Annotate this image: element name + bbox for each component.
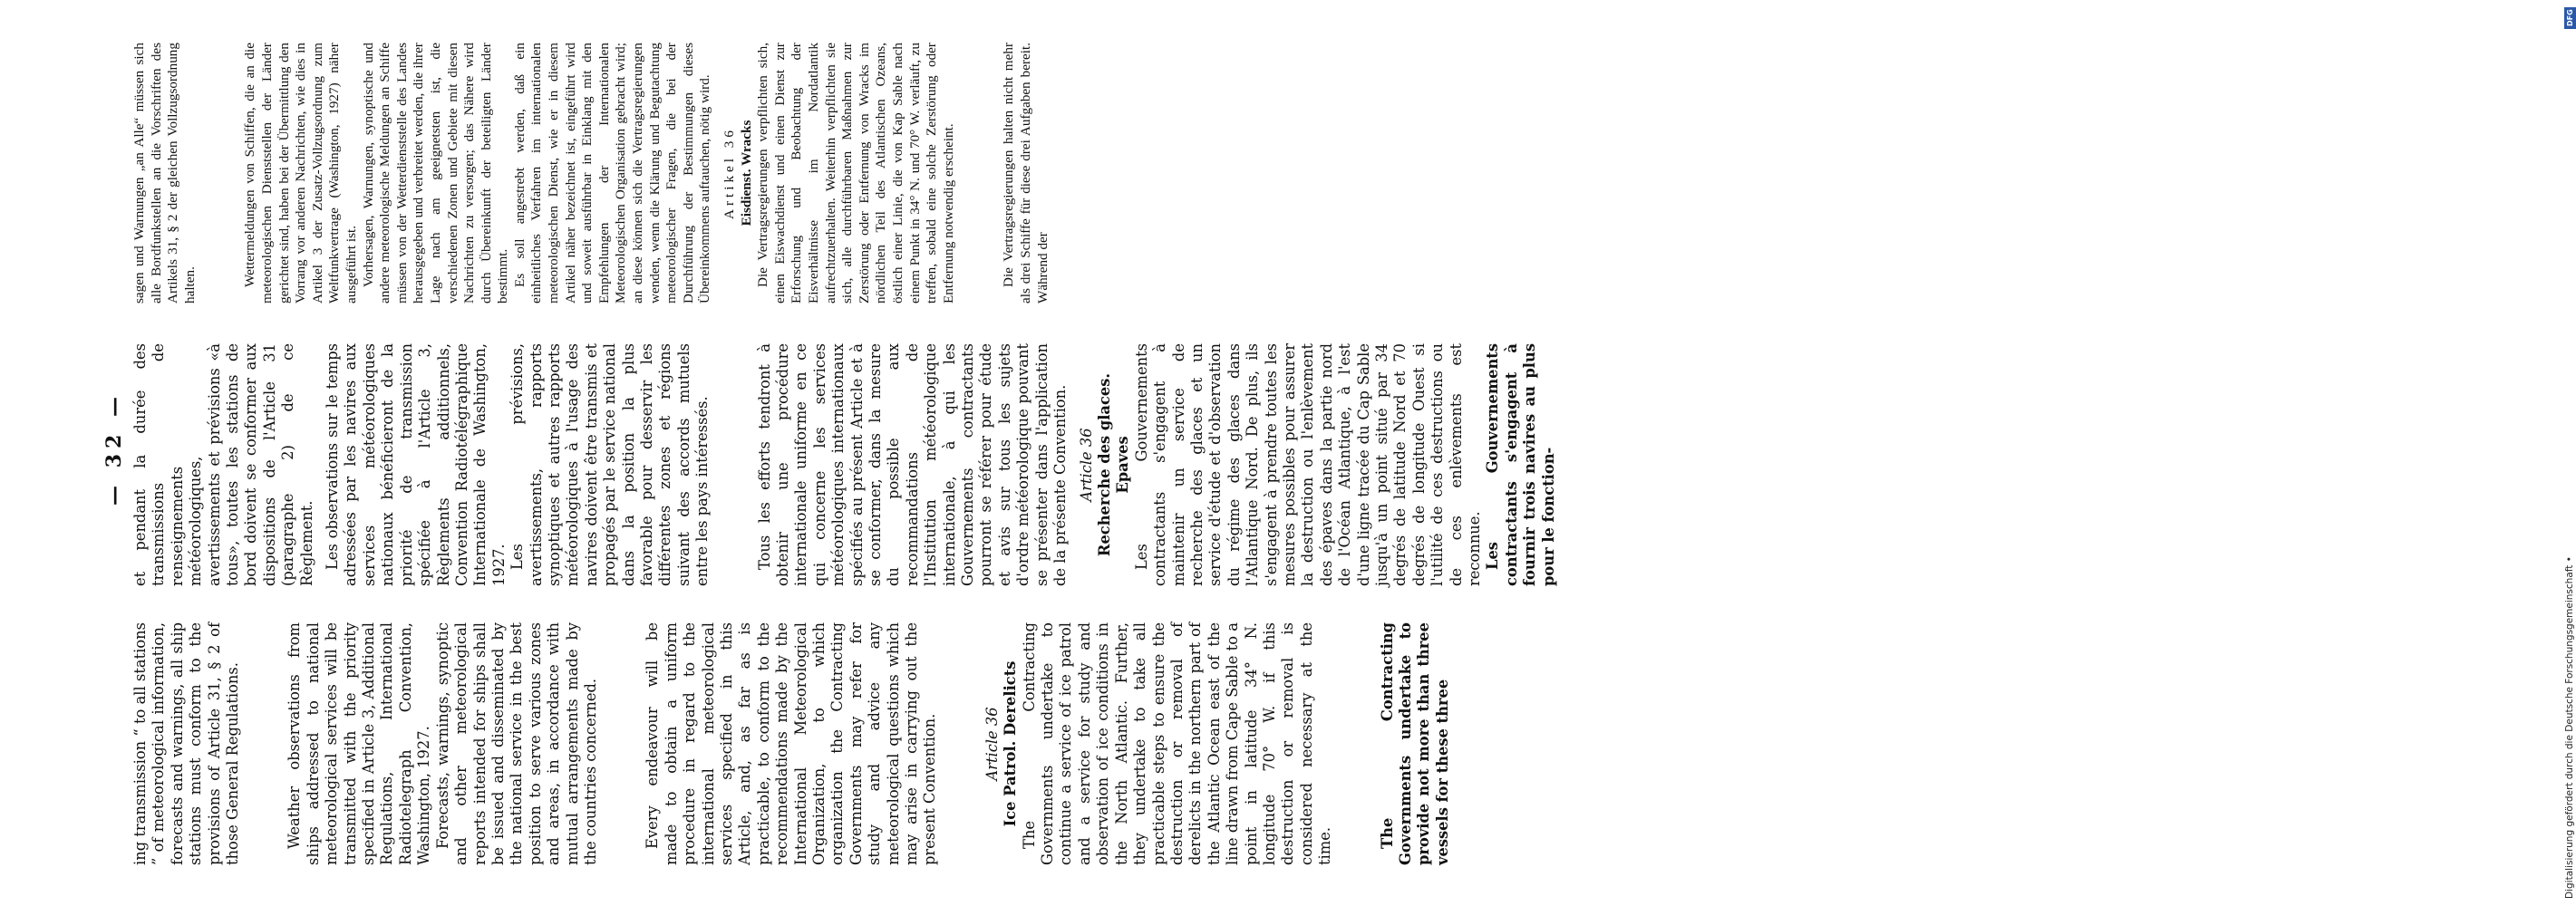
german-column (131, 43, 1051, 304)
rotated-page (95, 32, 1557, 865)
french-paragraph-4: Tous les efforts tendront à obtenir une procédure internationale uniforme en ce qui concerne les services météorologiques internationaux spécifiés au présent Article et à se conformer, dans la mesure du possible aux recommandations de l'Institution météorologique internationale, à qui les Gouvernements contractants pourront se référer pour étude et avis sur tous les sujets d'ordre météorologique pouvant se présenter dans l'application de la présente Convention. (755, 343, 1070, 586)
german-paragraph-1: sagen und Warnungen „an Alle“ müssen sich alle Bordfunkstellen an die Vorschriften des Artikels 31, § 2 der gleichen Vollzugsordnung halten. (131, 43, 198, 304)
english-paragraph-6: The Contracting Governments undertake to provide not more than three vessels for these three (1378, 622, 1451, 865)
french-paragraph-5: Les Gouvernements contractants s'engagent à maintenir un service de recherche des glaces et un service d'étude et d'observation du régime des glaces dans l'Atlantique Nord. De plus, ils s'engagent à prendre toutes les mesures possibles pour assurer la destruction ou l'enlèvement des épaves dans la partie nord de l'Océan Atlantique, à l'est d'une ligne tracée du Cap Sable jusqu'à un point situé par 34 degrés de latitude Nord et 70 degrés de longitude Ouest si l'utilité de ces destructions ou de ces enlèvements est reconnue. (1132, 343, 1484, 586)
german-article-title: Eisdienst. Wracks (738, 120, 754, 226)
digitization-note: Digitalisierung gefördert durch die Deutsche Forschungsgemeinschaft • (2564, 556, 2575, 899)
english-paragraph-5: The Contracting Governments undertake to continue a service of ice patrol and a service for study and observation of ice conditions in the North Atlantic. Further, they undertake to take all practicable steps to ensure the destruction or removal of derelicts in the northern part of the Atlantic Ocean east of the line drawn from Cape Sable to a point in latitude 34° N. longitude 70° W. if this destruction or removal is considered necessary at the time. (1020, 622, 1334, 865)
german-paragraph-6: Die Vertragsregierungen halten nicht mehr als drei Schiffe für diese drei Aufgaben bereit. Während der (1001, 43, 1051, 304)
english-paragraph-1: ing transmission “ to all stations ” of meteorological information, forecasts and warnings, all ship stations must conform to the provisions of Article 31, § 2 of those General Regulations. (131, 622, 242, 865)
english-column (131, 622, 1452, 865)
german-paragraph-2: Wettermeldungen von Schiffen, die an die meteorologischen Dienststellen der Länder gerichtet sind, haben bei der Übermittlung den Vorrang vor anderen Nachrichten, wie dies in Artikel 3 der Zusatz-Vollzugsordnung zum Weltfunkvertrage (Washington, 1927) näher ausgeführt ist. (242, 43, 359, 304)
french-paragraph-6: Les Gouvernements contractants s'engagent à fournir trois navires au plus pour le fonction- (1484, 343, 1557, 586)
english-article-heading: Article 36 (983, 707, 1001, 781)
german-paragraph-3: Vorhersagen, Warnungen, synoptische und andere meteorologische Meldungen an Schiffe müssen von der Wetterdienststelle des Landes herausgegeben und verbreitet werden, die ihrer Lage nach am geeignetsten ist, die verschiedenen Zonen und Gebiete mit diesen Nachrichten zu versorgen; das Nähere wird durch Übereinkunft der beteiligten Länder bestimmt. (360, 43, 511, 304)
german-paragraph-5: Die Vertragsregierungen verpflichten sich, einen Eiswachdienst und einen Dienst zur Erforschung und Beobachtung der Eisverhältnisse im Nordatlantik aufrechtzuerhalten. Weiterhin verpflichten sie sich, alle durchführbaren Maßnahmen zur Zerstörung oder Entfernung von Wracks im nördlichen Teil des Atlantischen Ozeans, östlich einer Linie, die von Kap Sable nach einem Punkt in 34° N. und 70° W. verläuft, zu treffen, sobald eine solche Zerstörung oder Entfernung notwendig erscheint. (755, 43, 956, 304)
english-paragraph-3: Forecasts, warnings, synoptic and other meteorological reports intended for ships shall be issued and disseminated by the national service in the best position to serve various zones and areas, in accordance with mutual arrangements made by the countries concerned. (433, 622, 599, 865)
french-paragraph-3: Les prévisions, avertissements, rapports synoptiques et autres rapports météorologiques à l'usage des navires doivent être transmis et propagés par le service national dans la position la plus favorable pour desservir les différentes zones et régions suivant des accords mutuels entre les pays intéressés. (508, 343, 712, 586)
french-article-title: Recherche des glaces. Epaves (1095, 372, 1132, 557)
dfg-logo-icon: DFG (2564, 7, 2576, 29)
english-article-title: Ice Patrol. Derelicts (1002, 660, 1020, 827)
french-article-heading: Article 36 (1077, 428, 1095, 502)
french-paragraph-1: et pendant la durée des transmissions de renseignements météorologiques, avertissements et prévisions «à tous», toutes les stations de bord doivent se conformer aux dispositions de l'Article 31 (paragraphe 2) de ce Règlement. (131, 343, 315, 586)
page-number: — 32 — (102, 391, 126, 506)
french-paragraph-2: Les observations sur le temps adressées par les navires aux services météorologiques nationaux bénéficieront de la priorité de transmission spécifiée à l'Article 3, Règlements additionnels, Convention Radiotélégraphique Internationale de Washington, 1927. (324, 343, 508, 586)
german-article-heading: Artikel 36 (721, 127, 737, 220)
french-column (131, 343, 1558, 586)
german-paragraph-4: Es soll angestrebt werden, daß ein einheitliches Verfahren im internationalen meteorologischen Dienst, wie er in diesem Artikel näher bezeichnet ist, eingeführt wird und soweit ausführbar in Einklang mit den Empfehlungen der Internationalen Meteorologischen Organisation gebracht wird; an diese können sich die Vertragsregierungen wenden, wenn die Klärung und Begutachtung meteorologischer Fragen, die bei der Durchführung der Bestimmungen dieses Übereinkommens auftauchen, nötig wird. (511, 43, 713, 304)
english-paragraph-4: Every endeavour will be made to obtain a uniform procedure in regard to the international meteorological services specified in this Article, and, as far as is practicable, to conform to the recommendations made by the International Meteorological Organization, to which organization the Contracting Governments may refer for study and advice any meteorological questions which may arise in carrying out the present Convention. (644, 622, 939, 865)
english-paragraph-2: Weather observations from ships addressed to national meteorological services will be transmitted with the priority specified in Article 3, Additional Regulations, International Radiotelegraph Convention, Washington, 1927. (286, 622, 433, 865)
